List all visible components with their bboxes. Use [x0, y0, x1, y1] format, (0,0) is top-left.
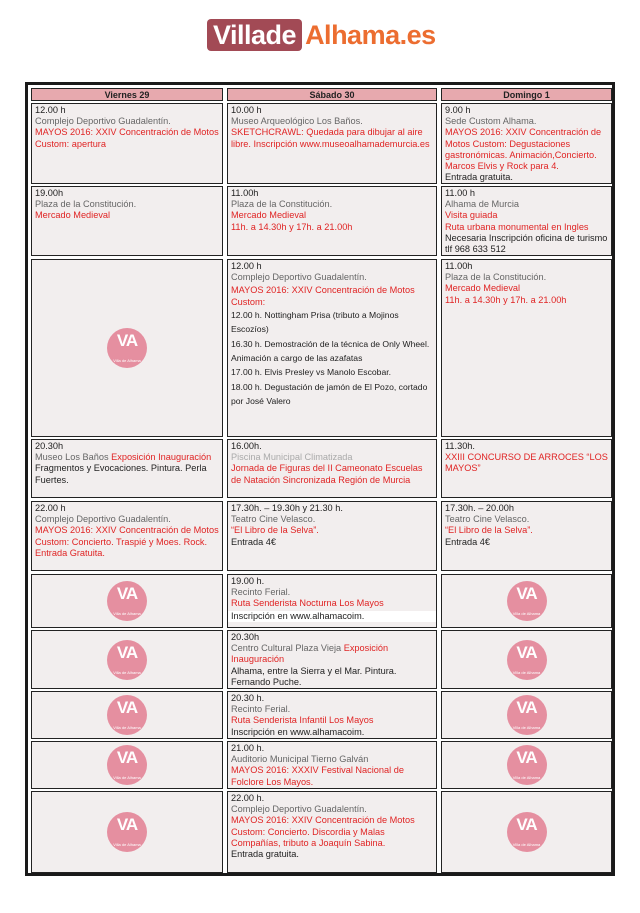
- schedule-line: 12.00 h. Nottingham Prisa (tributo a Mojinos Escozíos): [231, 309, 399, 335]
- event-cell: [227, 103, 437, 184]
- empty-cell: [441, 630, 612, 689]
- villa-alhama-badge: VA Villa de Alhama: [507, 812, 547, 852]
- event-price: Entrada 4€: [445, 536, 490, 547]
- event-title: “El Libro de la Selva”.: [231, 525, 319, 536]
- event-time: 9.00 h: [445, 105, 471, 115]
- event-time: 17.30h. – 19.30h y 21.30 h.: [231, 503, 343, 513]
- empty-cell: [31, 741, 223, 789]
- event-place: Museo Arqueológico Los Baños.: [231, 116, 363, 127]
- event-cell: [227, 791, 437, 873]
- event-place: Complejo Deportivo Guadalentín.: [231, 804, 367, 815]
- event-time: 20.30h: [231, 632, 260, 642]
- event-info: Entrada gratuita.: [445, 172, 513, 183]
- event-info: Necesaria Inscripción oficina de turismo tlf 968 633 512: [445, 232, 608, 255]
- event-time: 20.30h: [35, 441, 64, 451]
- event-cell: [227, 501, 437, 571]
- event-time: 11.30h.: [445, 441, 475, 451]
- villa-alhama-badge: VA Villa de Alhama: [107, 328, 147, 368]
- event-cell: [227, 439, 437, 498]
- event-cell: [227, 630, 437, 689]
- schedule-line: 16.30 h. Demostración de la técnica de Only Wheel. Animación a cargo de las azafatas: [231, 338, 430, 364]
- villa-alhama-badge: VA Villa de Alhama: [507, 640, 547, 680]
- event-place: Complejo Deportivo Guadalentín.: [35, 116, 171, 127]
- event-time: 16.00h.: [231, 441, 262, 451]
- event-time: 22.00 h: [35, 503, 66, 513]
- logo-part-villade: Villade: [207, 19, 302, 51]
- event-place: Auditorio Municipal Tierno Galván: [231, 754, 369, 765]
- event-place: Teatro Cine Velasco.: [445, 514, 530, 525]
- event-cell: [227, 186, 437, 256]
- event-title: SKETCHCRAWL: Quedada para dibujar al aire libre. Inscripción www.museoalhamademurcia.es: [231, 127, 430, 149]
- event-title: Exposición Inauguración: [231, 643, 389, 665]
- empty-cell: [441, 691, 612, 739]
- villa-alhama-badge: VA Villa de Alhama: [107, 695, 147, 735]
- event-description: Fragmentos y Evocaciones. Pintura. Perla Fuertes.: [35, 463, 207, 485]
- villa-alhama-badge: VA Villa de Alhama: [507, 695, 547, 735]
- event-time: 19.00 h.: [231, 576, 265, 586]
- event-description: Alhama, entre la Sierra y el Mar. Pintura. Fernando Puche.: [231, 665, 397, 687]
- event-place: Sede Custom Alhama.: [445, 116, 537, 127]
- event-cell: [441, 501, 612, 571]
- empty-cell: [31, 259, 223, 437]
- events-calendar: [25, 82, 615, 876]
- event-time: 12.00 h: [35, 105, 66, 115]
- villa-alhama-badge: VA Villa de Alhama: [107, 581, 147, 621]
- event-cell: [31, 103, 223, 184]
- event-place: Teatro Cine Velasco.: [231, 514, 316, 525]
- event-cell: [441, 439, 612, 498]
- villa-alhama-badge: VA Villa de Alhama: [507, 581, 547, 621]
- event-info: Inscripción en www.alhamacoim.: [231, 726, 365, 737]
- event-title: Mercado Medieval: [231, 210, 307, 221]
- event-title: “El Libro de la Selva”.: [445, 525, 533, 536]
- event-cell: [227, 741, 437, 789]
- event-title: Visita guiada: [445, 210, 498, 221]
- event-cell: [441, 259, 612, 437]
- event-place: Piscina Municipal Climatizada: [231, 452, 353, 463]
- event-place: Plaza de la Constitución.: [35, 199, 137, 210]
- event-place: Complejo Deportivo Guadalentín.: [231, 272, 367, 283]
- event-cell: [441, 186, 612, 256]
- event-place: Complejo Deportivo Guadalentín.: [35, 514, 171, 525]
- empty-cell: [441, 574, 612, 628]
- event-place: Recinto Ferial.: [231, 704, 291, 715]
- schedule-line: 18.00 h. Degustación de jamón de El Pozo, cortado por José Valero: [231, 381, 428, 407]
- empty-cell: [31, 574, 223, 628]
- event-cell: [441, 103, 612, 184]
- event-cell: [227, 574, 437, 628]
- event-time: 11.00 h: [445, 188, 475, 198]
- event-cell: [31, 186, 223, 256]
- empty-cell: [31, 791, 223, 873]
- event-title: MAYOS 2016: XXIV Concentración de Motos Custom: Concierto. Discordia y Malas Compañías, tributo a Joaquín Sabina.: [231, 815, 415, 848]
- event-title: Jornada de Figuras del II Cameonato Escuelas de Natación Sincronizada Región de Murcia: [231, 463, 423, 485]
- event-subtitle: Ruta urbana monumental en Ingles: [445, 221, 589, 232]
- day-header-saturday: Sábado 30: [227, 88, 437, 101]
- empty-cell: [441, 791, 612, 873]
- event-place: Recinto Ferial.: [231, 587, 291, 598]
- event-time: 17.30h. – 20.00h: [445, 503, 514, 513]
- event-place: Centro Cultural Plaza Vieja: [231, 643, 344, 654]
- schedule-line: 17.00 h. Elvis Presley vs Manolo Escobar.: [231, 367, 392, 378]
- day-header-friday: Viernes 29: [31, 88, 223, 101]
- event-info: Inscripción en www.alhamacoim.: [228, 611, 436, 622]
- event-time: 12.00 h: [231, 261, 262, 271]
- empty-cell: [441, 741, 612, 789]
- event-time: 11.00h: [231, 188, 259, 198]
- event-title: Exposición Inauguración: [111, 452, 212, 463]
- event-cell: [31, 439, 223, 498]
- event-cell: [227, 259, 437, 437]
- event-place: Museo Los Baños: [35, 452, 112, 463]
- event-place: Plaza de la Constitución.: [445, 272, 547, 283]
- event-title: Ruta Senderista Infantil Los Mayos: [231, 715, 374, 726]
- event-title: MAYOS 2016: XXIV Concentración de Motos Custom: Concierto. Traspié y Moes. Rock. Entrada Gratuita.: [35, 525, 219, 558]
- event-hours: 11h. a 14.30h y 17h. a 21.00h: [231, 221, 353, 232]
- event-time: 20.30 h.: [231, 693, 265, 703]
- event-cell: [31, 501, 223, 571]
- event-info: Entrada gratuita.: [231, 849, 299, 860]
- event-time: 10.00 h: [231, 105, 262, 115]
- villa-alhama-badge: VA Villa de Alhama: [107, 640, 147, 680]
- event-place: Alhama de Murcia: [445, 199, 520, 210]
- empty-cell: [31, 630, 223, 689]
- event-price: Entrada 4€: [231, 536, 276, 547]
- event-time: 11.00h: [445, 261, 473, 271]
- event-title: MAYOS 2016: XXIV Concentración de Motos Custom: apertura: [35, 127, 219, 149]
- logo-part-alhama: Alhama.es: [305, 19, 436, 50]
- event-title: XXIII CONCURSO DE ARROCES “LOS MAYOS”: [445, 452, 608, 474]
- event-title: Mercado Medieval: [35, 210, 111, 221]
- villa-alhama-badge: VA Villa de Alhama: [107, 745, 147, 785]
- event-title: MAYOS 2016: XXIV Concentración de Motos Custom: Degustaciones gastronómicas. Animación,Concierto. Marcos Elvis y Rock para 4.: [445, 127, 602, 172]
- event-place: Plaza de la Constitución.: [231, 199, 333, 210]
- event-title: MAYOS 2016: XXXIV Festival Nacional de Folclore Los Mayos.: [231, 765, 404, 787]
- villa-alhama-badge: VA Villa de Alhama: [507, 745, 547, 785]
- villa-alhama-badge: VA Villa de Alhama: [107, 812, 147, 852]
- event-title: Mercado Medieval: [445, 283, 521, 294]
- event-cell: [227, 691, 437, 739]
- event-hours: 11h. a 14.30h y 17h. a 21.00h: [445, 294, 567, 305]
- event-time: 19.00h: [35, 188, 64, 198]
- event-time: 22.00 h.: [231, 793, 265, 803]
- event-title: MAYOS 2016: XXIV Concentración de Motos Custom:: [231, 285, 415, 307]
- empty-cell: [31, 691, 223, 739]
- event-time: 21.00 h.: [231, 743, 265, 753]
- day-header-sunday: Domingo 1: [441, 88, 612, 101]
- site-logo[interactable]: [207, 18, 436, 52]
- event-title: Ruta Senderista Nocturna Los Mayos: [231, 598, 384, 609]
